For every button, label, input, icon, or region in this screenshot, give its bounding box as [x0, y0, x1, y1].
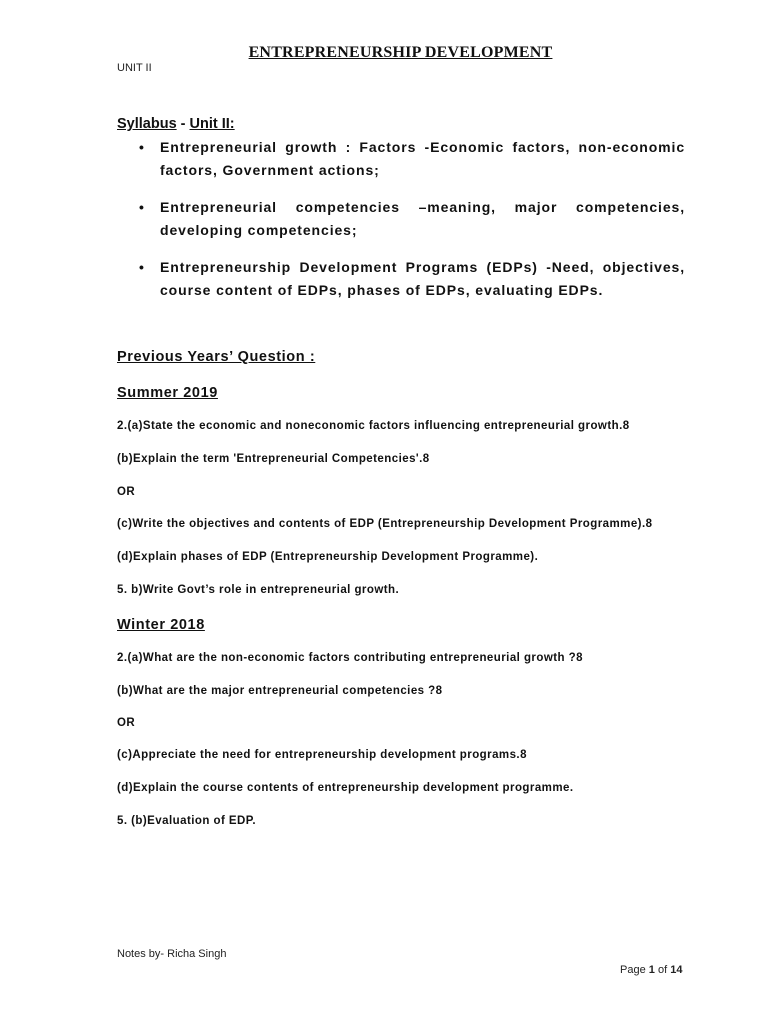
winter-or-separator: OR — [117, 717, 136, 729]
syllabus-label: Syllabus — [117, 116, 177, 132]
page-current: 1 — [648, 964, 655, 976]
bullet-icon: • — [139, 139, 145, 155]
summer-question: (b)Explain the term 'Entrepreneurial Competencies'.8 — [117, 453, 430, 465]
unit-label: UNIT II — [117, 62, 152, 74]
page-of: of — [657, 964, 668, 976]
footer-notes: Notes by- Richa Singh — [117, 948, 227, 960]
summer-question: 2.(a)State the economic and noneconomic factors influencing entrepreneurial growth.8 — [117, 420, 630, 432]
page-label: Page — [620, 964, 646, 976]
syllabus-unit: Unit II: — [189, 116, 235, 132]
winter-question: (d)Explain the course contents of entrepreneurship development programme. — [117, 782, 574, 794]
summer-question: (d)Explain phases of EDP (Entrepreneurship Development Programme). — [117, 551, 539, 563]
syllabus-heading — [117, 116, 235, 132]
bullet-icon: • — [139, 199, 145, 215]
page-total: 14 — [670, 964, 683, 976]
summer-question: 5. b)Write Govt’s role in entrepreneurial growth. — [117, 584, 400, 596]
syllabus-bullet — [139, 256, 685, 302]
syllabus-bullet — [139, 196, 685, 242]
document-title: ENTREPRENEURSHIP DEVELOPMENT — [248, 44, 553, 61]
syllabus-bullet-list — [139, 136, 685, 316]
bullet-icon: • — [139, 259, 145, 275]
previous-years-heading: Previous Years’ Question : — [117, 349, 316, 365]
winter-2018-heading: Winter 2018 — [117, 617, 205, 633]
winter-question: 5. (b)Evaluation of EDP. — [117, 815, 257, 827]
summer-or-separator: OR — [117, 486, 136, 498]
syllabus-bullet-text: Entrepreneurial growth : Factors -Economic factors, non-economic factors, Government actions; — [160, 139, 685, 178]
winter-question: (c)Appreciate the need for entrepreneurship development programs.8 — [117, 749, 527, 761]
syllabus-bullet — [139, 136, 685, 182]
syllabus-bullet-text: Entrepreneurial competencies –meaning, major competencies, developing competencies; — [160, 199, 685, 238]
syllabus-separator: - — [176, 116, 190, 132]
page-number — [620, 964, 682, 976]
syllabus-bullet-text: Entrepreneurship Development Programs (EDPs) -Need, objectives, course content of EDPs, phases of EDPs, evaluating EDPs. — [160, 259, 685, 298]
summer-2019-heading: Summer 2019 — [117, 385, 218, 401]
summer-question: (c)Write the objectives and contents of EDP (Entrepreneurship Development Programme).8 — [117, 518, 653, 530]
winter-question: 2.(a)What are the non-economic factors contributing entrepreneurial growth ?8 — [117, 652, 583, 664]
winter-question: (b)What are the major entrepreneurial competencies ?8 — [117, 685, 443, 697]
